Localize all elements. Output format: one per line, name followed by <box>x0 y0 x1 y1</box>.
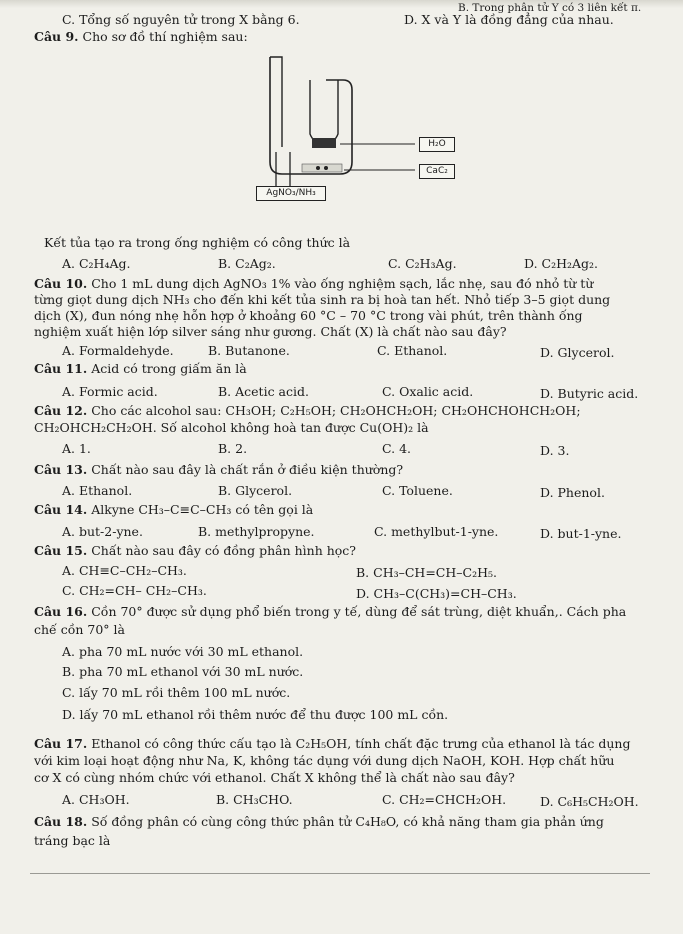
q9-option-a[interactable]: A. C₂H₄Ag. <box>62 256 131 271</box>
question-text: Cho sơ đồ thí nghiệm sau: <box>82 29 248 44</box>
question-10-line-3: dịch (X), đun nóng nhẹ hỗn hợp ở khoảng 60 °C – 70 °C trong vài phút, trên thành ống <box>34 308 583 323</box>
question-label: Câu 13. <box>34 462 88 477</box>
question-text: Cho 1 mL dung dịch AgNO₃ 1% vào ống nghiệm sạch, lắc nhẹ, sau đó nhỏ từ từ <box>91 276 594 291</box>
q15-option-b[interactable]: B. CH₃–CH=CH–C₂H₅. <box>356 565 497 580</box>
question-label: Câu 17. <box>34 736 88 751</box>
q10-option-b[interactable]: B. Butanone. <box>208 343 290 358</box>
q15-option-a[interactable]: A. CH≡C–CH₂–CH₃. <box>62 563 187 578</box>
q11-option-a[interactable]: A. Formic acid. <box>62 384 158 399</box>
q17-option-d[interactable]: D. C₆H₅CH₂OH. <box>540 794 639 809</box>
question-18-line-2: tráng bạc là <box>34 833 111 848</box>
question-text: Acid có trong giấm ăn là <box>91 361 247 376</box>
question-label: Câu 12. <box>34 403 88 418</box>
q13-option-b[interactable]: B. Glycerol. <box>218 483 293 498</box>
question-12-line-2: CH₂OHCH₂CH₂OH. Số alcohol không hoà tan được Cu(OH)₂ là <box>34 420 429 435</box>
question-text: Chất nào sau đây có đồng phân hình học? <box>91 543 356 558</box>
q14-option-c[interactable]: C. methylbut-1-yne. <box>374 524 499 539</box>
q10-option-c[interactable]: C. Ethanol. <box>377 343 448 358</box>
q12-option-d[interactable]: D. 3. <box>540 443 570 458</box>
q11-option-d[interactable]: D. Butyric acid. <box>540 386 639 401</box>
q17-option-a[interactable]: A. CH₃OH. <box>62 792 130 807</box>
q16-option-a[interactable]: A. pha 70 mL nước với 30 mL ethanol. <box>62 644 304 659</box>
question-text: Ethanol có công thức cấu tạo là C₂H₅OH, tính chất đặc trưng của ethanol là tác dụng <box>91 736 631 751</box>
question-9-stem <box>34 29 248 44</box>
question-label: Câu 16. <box>34 604 88 619</box>
question-10-line-2: từng giọt dung dịch NH₃ cho đến khi kết tủa sinh ra bị hoà tan hết. Nhỏ tiếp 3–5 giọt dung <box>34 292 611 307</box>
page-bottom-rule <box>30 873 650 874</box>
question-12-line-1 <box>34 403 581 418</box>
q14-option-a[interactable]: A. but-2-yne. <box>62 524 143 539</box>
question-text: Số đồng phân có cùng công thức phân tử C₄H₈O, có khả năng tham gia phản ứng <box>91 814 604 829</box>
question-text: Cho các alcohol sau: CH₃OH; C₂H₅OH; CH₂OHCH₂OH; CH₂OHCHOHCH₂OH; <box>91 403 581 418</box>
question-text: Alkyne CH₃–C≡C–CH₃ có tên gọi là <box>91 502 314 517</box>
q9-option-c[interactable]: C. C₂H₃Ag. <box>388 256 457 271</box>
question-10-line-4: nghiệm xuất hiện lớp silver sáng như gương. Chất (X) là chất nào sau đây? <box>34 324 507 339</box>
question-label: Câu 10. <box>34 276 88 291</box>
q8-option-b: B. Trong phân tử Y có 3 liên kết π. <box>458 2 642 14</box>
q12-option-c[interactable]: C. 4. <box>382 441 411 456</box>
q10-option-a[interactable]: A. Formaldehyde. <box>62 343 174 358</box>
q12-option-b[interactable]: B. 2. <box>218 441 248 456</box>
question-label: Câu 14. <box>34 502 88 517</box>
q13-option-a[interactable]: A. Ethanol. <box>62 483 133 498</box>
question-10-line-1 <box>34 276 593 291</box>
q14-option-d[interactable]: D. but-1-yne. <box>540 526 622 541</box>
question-label: Câu 9. <box>34 29 79 44</box>
q16-option-d[interactable]: D. lấy 70 mL ethanol rồi thêm nước để thu được 100 mL cồn. <box>62 707 449 722</box>
q15-option-d[interactable]: D. CH₃–C(CH₃)=CH–CH₃. <box>356 586 517 601</box>
question-15-stem <box>34 543 356 558</box>
question-text: Cồn 70° được sử dụng phổ biến trong y tế, dùng để sát trùng, diệt khuẩn,. Cách pha <box>91 604 627 619</box>
q13-option-c[interactable]: C. Toluene. <box>382 483 453 498</box>
question-14-stem <box>34 502 313 517</box>
q16-option-c[interactable]: C. lấy 70 mL rồi thêm 100 mL nước. <box>62 685 291 700</box>
question-11-stem <box>34 361 247 376</box>
question-9-statement: Kết tủa tạo ra trong ống nghiệm có công thức là <box>44 235 351 250</box>
question-label: Câu 11. <box>34 361 88 376</box>
q16-option-b[interactable]: B. pha 70 mL ethanol với 30 mL nước. <box>62 664 304 679</box>
question-17-line-2: với kim loại hoạt động như Na, K, không tác dụng với dung dịch NaOH, KOH. Hợp chất hữu <box>34 753 615 768</box>
question-16-line-1 <box>34 604 626 619</box>
q17-option-c[interactable]: C. CH₂=CHCH₂OH. <box>382 792 507 807</box>
question-18-line-1 <box>34 814 604 829</box>
q12-option-a[interactable]: A. 1. <box>62 441 91 456</box>
question-17-line-3: cơ X có cùng nhóm chức với ethanol. Chất X không thể là chất nào sau đây? <box>34 770 515 785</box>
q8-option-c: C. Tổng số nguyên tử trong X bằng 6. <box>62 12 300 27</box>
question-label: Câu 18. <box>34 814 88 829</box>
q15-option-c[interactable]: C. CH₂=CH– CH₂–CH₃. <box>62 583 207 598</box>
q17-option-b[interactable]: B. CH₃CHO. <box>216 792 293 807</box>
question-16-line-2: chế cồn 70° là <box>34 622 125 637</box>
q13-option-d[interactable]: D. Phenol. <box>540 485 605 500</box>
q8-option-d: D. X và Y là đồng đẳng của nhau. <box>404 12 614 27</box>
question-label: Câu 15. <box>34 543 88 558</box>
q11-option-b[interactable]: B. Acetic acid. <box>218 384 309 399</box>
question-13-stem <box>34 462 403 477</box>
q14-option-b[interactable]: B. methylpropyne. <box>198 524 315 539</box>
water-label: H₂O <box>419 137 455 152</box>
q10-option-d[interactable]: D. Glycerol. <box>540 345 615 360</box>
q11-option-c[interactable]: C. Oxalic acid. <box>382 384 474 399</box>
question-17-line-1 <box>34 736 630 751</box>
q9-option-b[interactable]: B. C₂Ag₂. <box>218 256 276 271</box>
calcium-carbide-label: CaC₂ <box>419 164 455 179</box>
silver-nitrate-ammonia-label: AgNO₃/NH₃ <box>256 186 326 201</box>
q9-option-d[interactable]: D. C₂H₂Ag₂. <box>524 256 599 271</box>
question-text: Chất nào sau đây là chất rắn ở điều kiện thường? <box>91 462 404 477</box>
